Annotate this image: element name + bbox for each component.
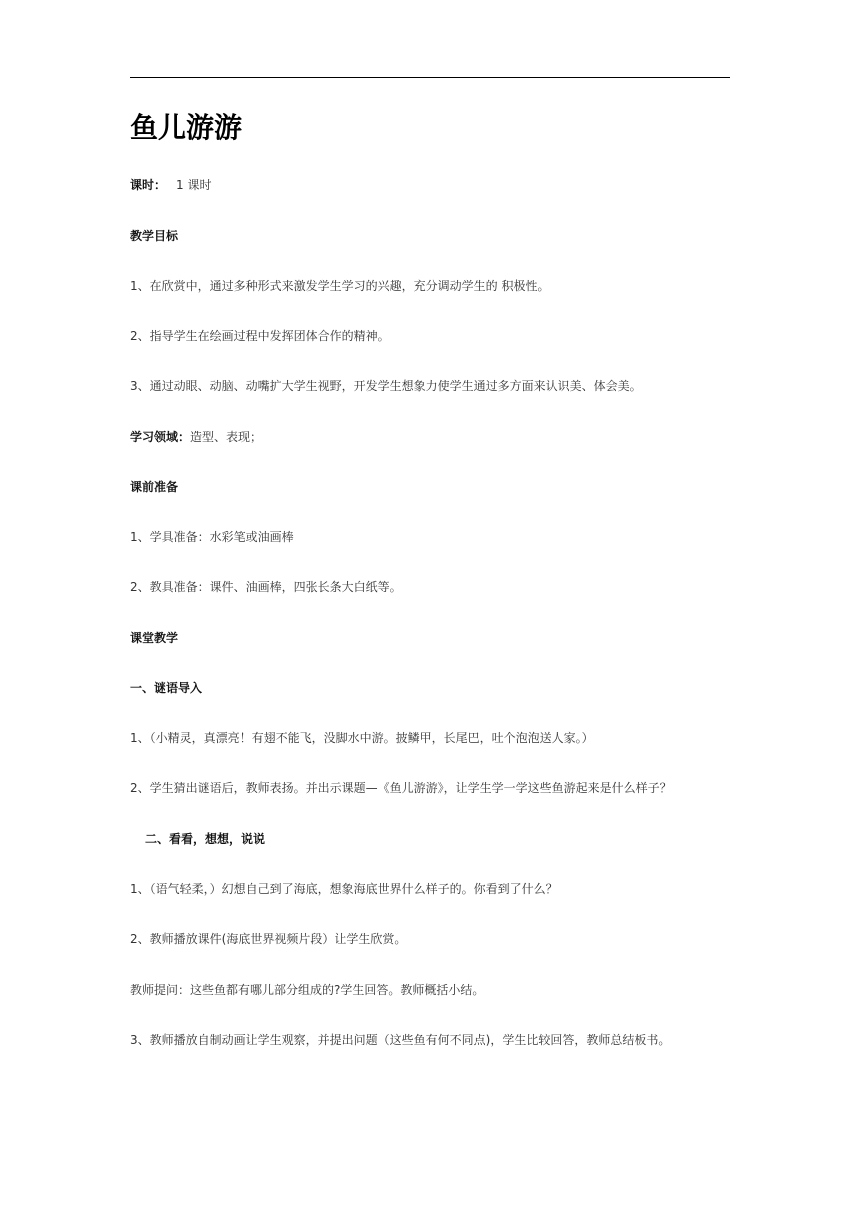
learning-domain-value: 造型、表现； — [190, 430, 263, 444]
prep-item-2: 2、教具准备：课件、油画棒，四张长条大白纸等。 — [130, 580, 402, 594]
class-hours-line — [130, 175, 211, 195]
prep-heading: 课前准备 — [130, 480, 179, 494]
class-teaching-heading: 课堂教学 — [130, 631, 179, 645]
learning-domain-line — [130, 427, 262, 447]
goal-item-2: 2、指导学生在绘画过程中发挥团体合作的精神。 — [130, 329, 390, 343]
part2-item-1: 1、（语气轻柔，）幻想自己到了海底，想象海底世界什么样子的。你看到了什么？ — [130, 882, 558, 896]
class-hours-label: 课时： — [130, 178, 167, 192]
part1-item-2: 2、学生猜出谜语后，教师表扬。并出示课题—《鱼儿游游》，让学生学一学这些鱼游起来是什么样子？ — [130, 781, 672, 795]
part2-item-3: 3、教师播放自制动画让学生观察，并提出问题（这些鱼有何不同点)，学生比较回答，教师总结板书。 — [130, 1033, 671, 1047]
part2-question: 教师提问：这些鱼都有哪儿部分组成的?学生回答。教师概括小结。 — [130, 983, 485, 997]
goal-item-1: 1、在欣赏中，通过多种形式来激发学生学习的兴趣，充分调动学生的 积极性。 — [130, 279, 550, 293]
part2-heading: 二、看看，想想，说说 — [145, 832, 266, 846]
prep-item-1: 1、学具准备：水彩笔或油画棒 — [130, 530, 294, 544]
goal-item-3: 3、通过动眼、动脑、动嘴扩大学生视野，开发学生想象力使学生通过多方面来认识美、体会美。 — [130, 379, 642, 393]
part1-item-1: 1、（小精灵，真漂亮！有翅不能飞，没脚水中游。披鳞甲，长尾巴，吐个泡泡送人家。） — [130, 731, 594, 745]
goals-heading: 教学目标 — [130, 229, 179, 243]
learning-domain-label: 学习领域： — [130, 430, 191, 444]
part2-item-2: 2、教师播放课件(海底世界视频片段）让学生欣赏。 — [130, 932, 407, 946]
document-title: 鱼儿游游 — [130, 111, 243, 144]
header-rule — [130, 77, 730, 78]
part1-heading: 一、谜语导入 — [130, 681, 203, 695]
class-hours-value: 1 课时 — [176, 178, 212, 192]
